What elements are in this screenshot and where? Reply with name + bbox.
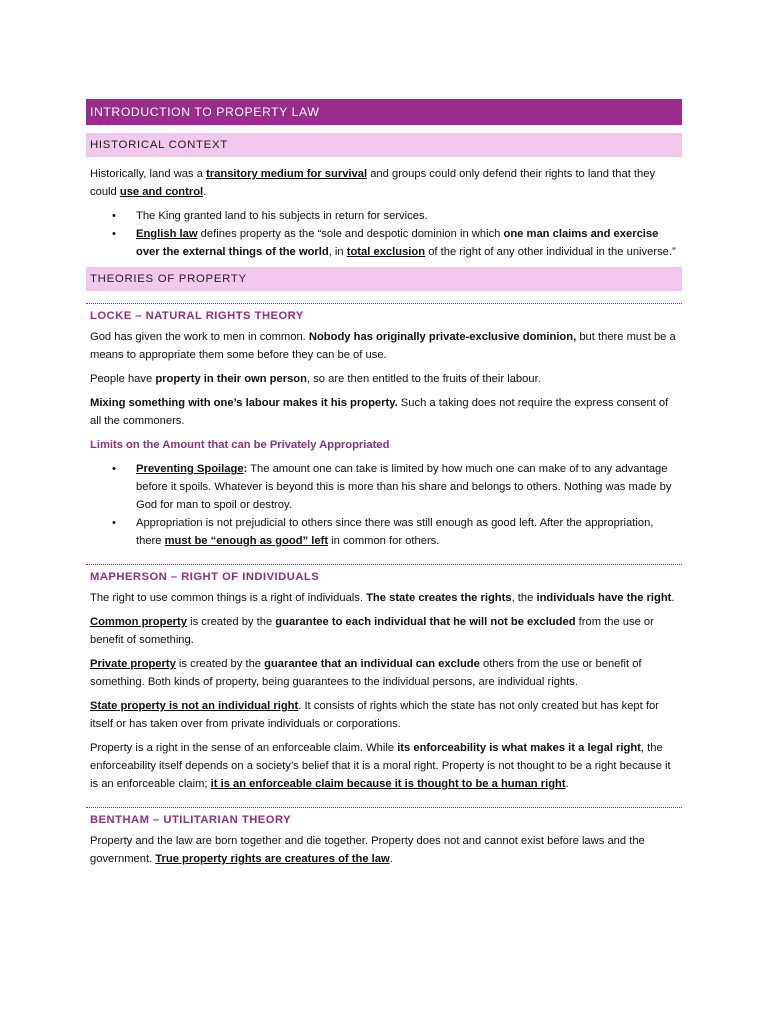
text: and groups could only defend their rights to land that they could <box>90 168 656 198</box>
section-heading-historical: HISTORICAL CONTEXT <box>86 133 682 157</box>
text: . It consists of rights which the state has not only created but has kept for itself or has taken over from private individuals or corporations. <box>90 700 659 730</box>
document-title: INTRODUCTION TO PROPERTY LAW <box>86 99 682 125</box>
list-item <box>86 225 682 261</box>
text: defines property as the “sole and despotic dominion in which <box>197 228 504 240</box>
text: , so are then entitled to the fruits of their labour. <box>306 373 541 385</box>
paragraph <box>86 655 682 691</box>
paragraph <box>86 613 682 649</box>
text: God has given the work to men in common. <box>90 331 309 343</box>
paragraph <box>86 370 682 388</box>
text: others from the use or benefit of something. Both kinds of property, being guarantees to the individual persons, are individual rights. <box>90 658 642 688</box>
emphasis-text: English law <box>136 228 198 240</box>
emphasis-text: transitory medium for survival <box>206 168 368 180</box>
paragraph <box>86 394 682 430</box>
emphasis-text: Preventing Spoilage <box>136 463 244 475</box>
text: is created by the <box>175 658 265 670</box>
text: , in <box>328 246 347 258</box>
paragraph <box>86 328 682 364</box>
emphasis-text: State property is not an individual right <box>90 700 299 712</box>
text: Property and the law are born together and die together. Property does not and cannot exist before laws and the government. <box>90 835 645 865</box>
document-content <box>86 99 682 874</box>
paragraph <box>86 739 682 793</box>
subsection-heading-mapherson: MAPHERSON – RIGHT OF INDIVIDUALS <box>86 564 682 589</box>
historical-intro-paragraph <box>86 165 682 201</box>
text: , the enforceability itself depends on a society’s belief that it is a moral right. Property is not thought to be a right because it is an enforceable claim; <box>90 742 671 790</box>
text: The King granted land to his subjects in return for services. <box>136 210 428 222</box>
text: Historically, land was a <box>90 168 207 180</box>
emphasis-text: True property rights are creatures of the law <box>155 853 390 865</box>
emphasis-text: its enforceability is what makes it a legal right <box>397 742 641 754</box>
paragraph <box>86 832 682 868</box>
text: . <box>671 592 675 604</box>
emphasis-text: Private property <box>90 658 176 670</box>
section-heading-theories: THEORIES OF PROPERTY <box>86 267 682 291</box>
emphasis-text: property in their own person <box>155 373 307 385</box>
text: , the <box>511 592 537 604</box>
subsection-heading-bentham: BENTHAM – UTILITARIAN THEORY <box>86 807 682 832</box>
text: . <box>389 853 393 865</box>
text: . <box>565 778 569 790</box>
list-item <box>86 207 682 225</box>
emphasis-text: total exclusion <box>346 246 426 258</box>
subsection-heading-locke: LOCKE – NATURAL RIGHTS THEORY <box>86 303 682 328</box>
text: The amount one can take is limited by how much one can make of to any advantage before it spoils. Whatever is beyond this is more than his share and belongs to others. Nothing was made by God for man to spoil or destroy. <box>136 463 672 511</box>
historical-bullet-list <box>86 207 682 261</box>
emphasis-text: guarantee to each individual that he will not be excluded <box>275 616 576 628</box>
emphasis-text: use and control <box>119 186 204 198</box>
limits-heading: Limits on the Amount that can be Privately Appropriated <box>90 439 390 451</box>
emphasis-text: guarantee that an individual can exclude <box>264 658 480 670</box>
text: . <box>203 186 207 198</box>
text: of the right of any other individual in the universe.” <box>425 246 676 258</box>
emphasis-text: Nobody has originally private-exclusive dominion, <box>308 331 577 343</box>
emphasis-text: it is an enforceable claim because it is thought to be a human right <box>210 778 566 790</box>
text: Appropriation is not prejudicial to others since there was still enough as good left. After the appropriation, there <box>136 517 654 547</box>
text: is created by the <box>186 616 276 628</box>
text: from the use or benefit of something. <box>90 616 654 646</box>
list-item <box>86 460 682 514</box>
text: in common for others. <box>328 535 440 547</box>
list-item <box>86 514 682 550</box>
paragraph <box>86 589 682 607</box>
emphasis-text: Mixing something with one’s labour makes it his property. <box>90 397 398 409</box>
emphasis-text: individuals have the right <box>536 592 672 604</box>
emphasis-text: : <box>243 463 248 475</box>
limits-bullet-list <box>86 460 682 550</box>
emphasis-text: must be “enough as good” left <box>164 535 329 547</box>
paragraph <box>86 697 682 733</box>
emphasis-text: one man claims and exercise over the external things of the world <box>136 228 659 258</box>
text: Property is a right in the sense of an enforceable claim. While <box>90 742 398 754</box>
emphasis-text: Common property <box>90 616 187 628</box>
text: People have <box>90 373 156 385</box>
emphasis-text: The state creates the rights <box>366 592 512 604</box>
text: Such a taking does not require the express consent of all the commoners. <box>90 397 669 427</box>
text: The right to use common things is a right of individuals. <box>90 592 367 604</box>
text: but there must be a means to appropriate them some before they can be of use. <box>90 331 676 361</box>
